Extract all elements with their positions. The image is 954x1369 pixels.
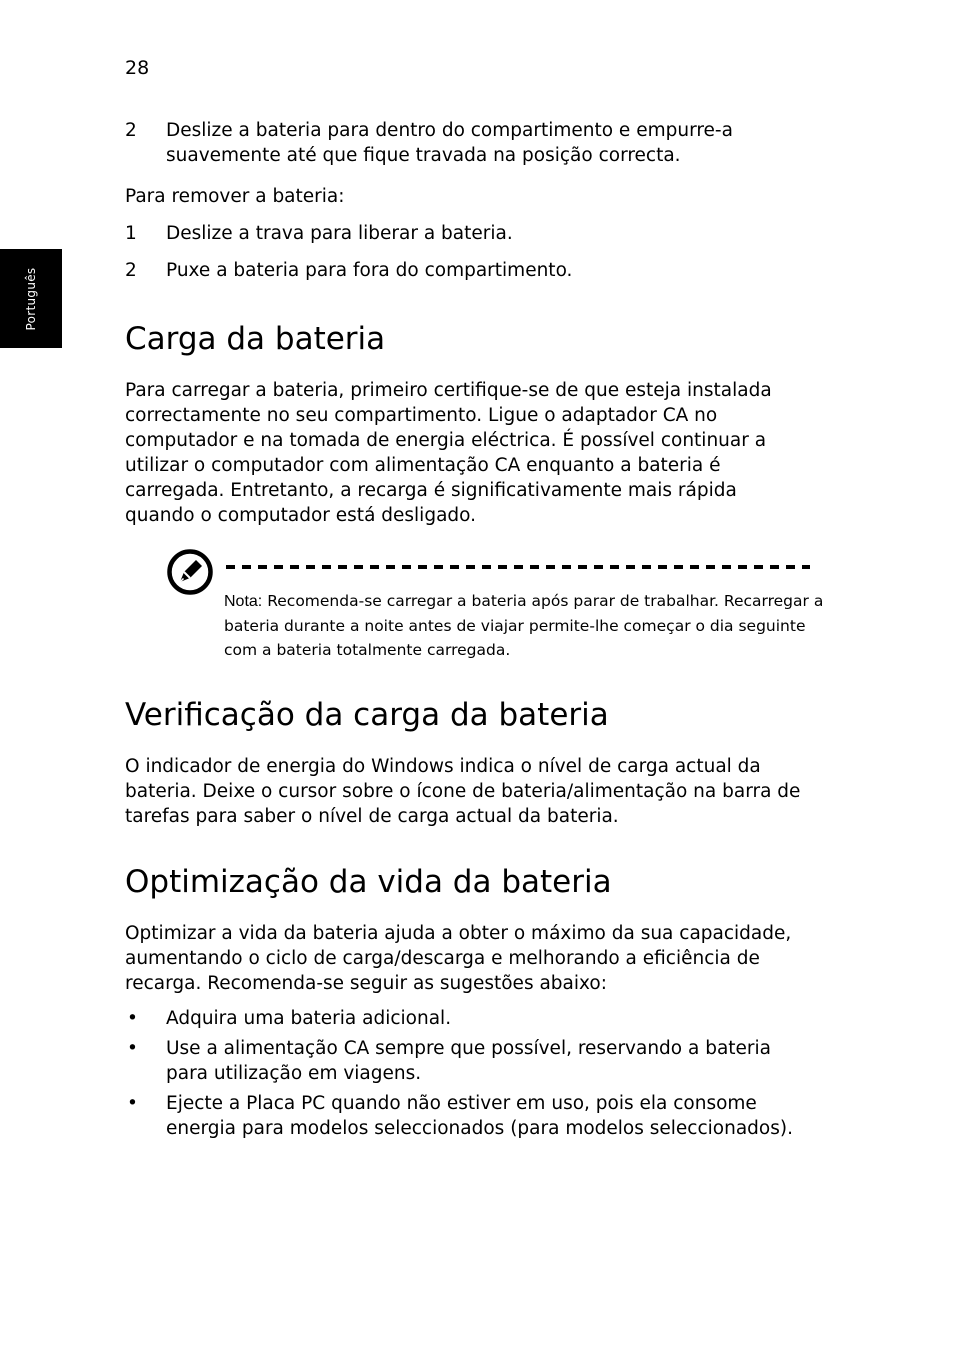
optimize-body: Optimizar a vida da bateria ajuda a obter o máximo da sua capacidade, aumentando o ciclo de carga/descarga e melhorando a eficiência de recarga. Recomenda-se seguir as sugestões abaixo: (125, 923, 792, 994)
bullet-text-line: Use a alimentação CA sempre que possível, reservando a bateria (166, 1038, 772, 1059)
section-heading-optimize: Optimização da vida da bateria (125, 864, 612, 900)
step-text: Puxe a bateria para fora do compartimento. (166, 260, 573, 281)
step-text: Deslize a trava para liberar a bateria. (166, 223, 513, 244)
section-heading-charging: Carga da bateria (125, 321, 386, 357)
list-item (125, 1036, 825, 1086)
bullet-text-line: Ejecte a Placa PC quando não estiver em uso, pois ela consome (166, 1093, 757, 1114)
list-item (125, 1006, 825, 1031)
section-heading-check: Verificação da carga da bateria (125, 697, 609, 733)
bullet-text-line: energia para modelos seleccionados (para modelos seleccionados). (166, 1118, 793, 1139)
note-text: Recomenda-se carregar a bateria após parar de trabalhar. Recarregar a bateria durante a noite antes de viajar permite-lhe começar o dia seguinte com a bateria totalmente carregada. (224, 592, 824, 659)
bullet-mark: • (127, 1093, 138, 1114)
language-side-tab (0, 249, 62, 348)
install-step (125, 118, 825, 168)
check-body: O indicador de energia do Windows indica o nível de carga actual da bateria. Deixe o cursor sobre o ícone de bateria/alimentação na barra de tarefas para saber o nível de carga actual da bateria. (125, 756, 801, 827)
bullet-text-line: para utilização em viagens. (166, 1063, 422, 1084)
remove-step (125, 221, 825, 246)
step-text: Deslize a bateria para dentro do compartimento e empurre-a suavemente até que fique travada na posição correcta. (166, 120, 733, 166)
note-label: Nota: (224, 593, 263, 610)
bullet-text-line: Adquira uma bateria adicional. (166, 1008, 452, 1029)
step-number: 2 (125, 260, 137, 281)
step-number: 1 (125, 223, 137, 244)
bullet-mark: • (127, 1008, 138, 1029)
note-box (224, 589, 824, 662)
language-tab-label: Português (24, 267, 38, 331)
list-item (125, 1091, 825, 1141)
charging-body: Para carregar a bateria, primeiro certifique-se de que esteja instalada correctamente no seu compartimento. Ligue o adaptador CA no computador e na tomada de energia eléctrica. É possível continuar a utilizar o computador com alimentação CA enquanto a bateria é carregada. Entretanto, a recarga é significativamente mais rápida quando o computador está desligado. (125, 380, 772, 526)
remove-step (125, 258, 825, 283)
bullet-mark: • (127, 1038, 138, 1059)
remove-intro: Para remover a bateria: (125, 186, 345, 207)
step-number: 2 (125, 120, 137, 141)
note-divider (226, 564, 810, 570)
page-number: 28 (125, 57, 150, 79)
note-pencil-icon (166, 548, 214, 596)
